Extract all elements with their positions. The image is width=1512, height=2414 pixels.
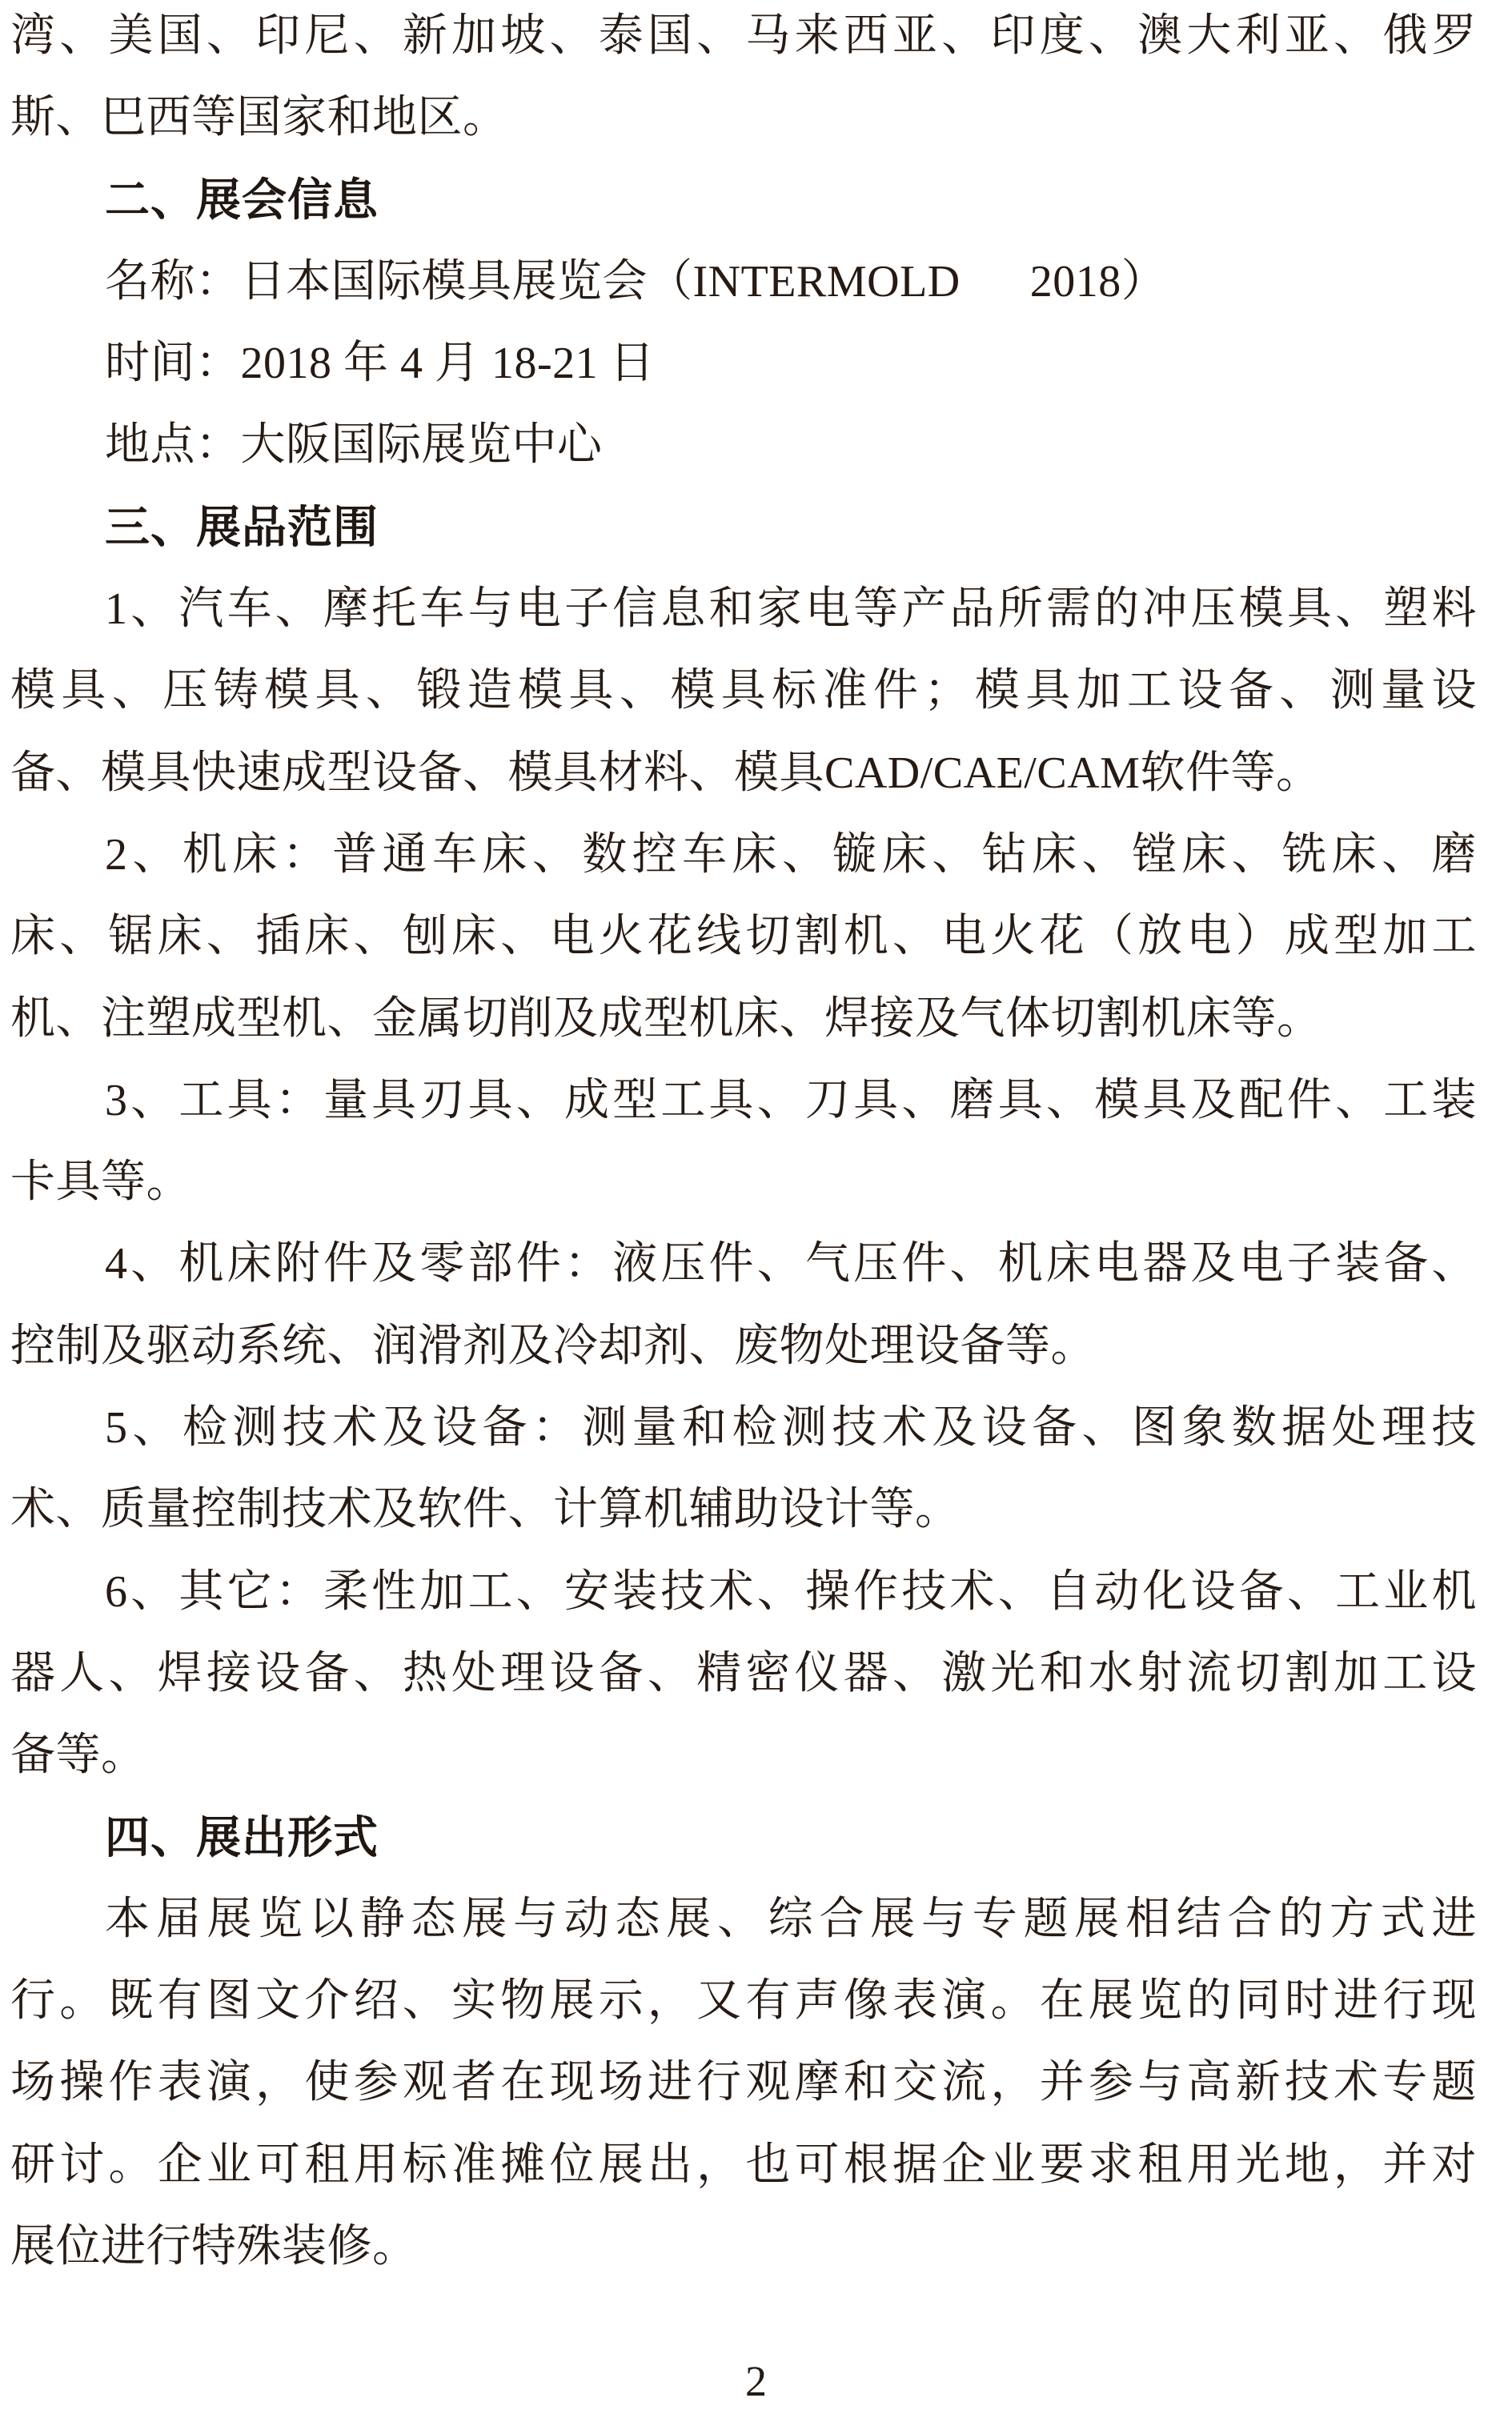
scope-item6-line-1: 6、其它：柔性加工、安装技术、操作技术、自动化设备、工业机 [105, 1566, 1477, 1617]
scope-item6-line-3: 备等。 [10, 1730, 146, 1781]
format-para-line-3: 场操作表演，使参观者在现场进行观摩和交流，并参与高新技术专题 [10, 2058, 1477, 2108]
format-para-line-2: 行。既有图文介绍、实物展示，又有声像表演。在展览的同时进行现 [10, 1976, 1477, 2027]
scope-item5-line-1: 5、检测技术及设备：测量和检测技术及设备、图象数据处理技 [105, 1403, 1477, 1454]
scope-item4-line-2: 控制及驱动系统、润滑剂及冷却剂、废物处理设备等。 [10, 1321, 1096, 1371]
heading-exhibit-format: 四、展出形式 [105, 1811, 379, 1863]
scope-item1-line-2: 模具、压铸模具、锻造模具、模具标准件；模具加工设备、测量设 [10, 666, 1477, 716]
heading-exhibit-scope: 三、展品范围 [105, 501, 379, 552]
scope-item4-line-1: 4、机床附件及零部件：液压件、气压件、机床电器及电子装备、 [105, 1239, 1477, 1289]
heading-exhibition-info: 二、展会信息 [105, 174, 379, 225]
scope-item2-line-2: 床、锯床、插床、刨床、电火花线切割机、电火花（放电）成型加工 [10, 912, 1477, 962]
page-number: 2 [745, 2357, 767, 2405]
country-list-line-2: 斯、巴西等国家和地区。 [10, 93, 508, 143]
scope-item5-line-2: 术、质量控制技术及软件、计算机辅助设计等。 [10, 1485, 961, 1535]
scope-item3-line-2: 卡具等。 [10, 1157, 191, 1208]
scope-item1-line-3: 备、模具快速成型设备、模具材料、模具CAD/CAE/CAM软件等。 [10, 748, 1321, 798]
country-list-line-1: 湾、美国、印尼、新加坡、泰国、马来西亚、印度、澳大利亚、俄罗 [10, 11, 1477, 61]
format-para-line-1: 本届展览以静态展与动态展、综合展与专题展相结合的方式进 [105, 1894, 1477, 1944]
scope-item2-line-3: 机、注塑成型机、金属切削及成型机床、焊接及气体切割机床等。 [10, 993, 1322, 1044]
scope-item2-line-1: 2、机床：普通车床、数控车床、镟床、钻床、镗床、铣床、磨 [105, 829, 1477, 880]
scope-item3-line-1: 3、工具：量具刃具、成型工具、刀具、磨具、模具及配件、工装 [105, 1075, 1477, 1125]
format-para-line-5: 展位进行特殊装修。 [10, 2222, 418, 2272]
document-body [10, 0, 1477, 2288]
exhibition-date-line: 时间：2018 年 4 月 18-21 日 [105, 339, 656, 389]
format-para-line-4: 研讨。企业可租用标准摊位展出，也可根据企业要求租用光地，并对 [10, 2139, 1477, 2190]
exhibition-name-line: 名称：日本国际模具展览会（INTERMOLD 2018） [105, 256, 1167, 307]
exhibition-venue-line: 地点：大阪国际展览中心 [105, 420, 603, 471]
scope-item6-line-2: 器人、焊接设备、热处理设备、精密仪器、激光和水射流切割加工设 [10, 1648, 1477, 1698]
scope-item1-line-1: 1、汽车、摩托车与电子信息和家电等产品所需的冲压模具、塑料 [105, 584, 1477, 635]
